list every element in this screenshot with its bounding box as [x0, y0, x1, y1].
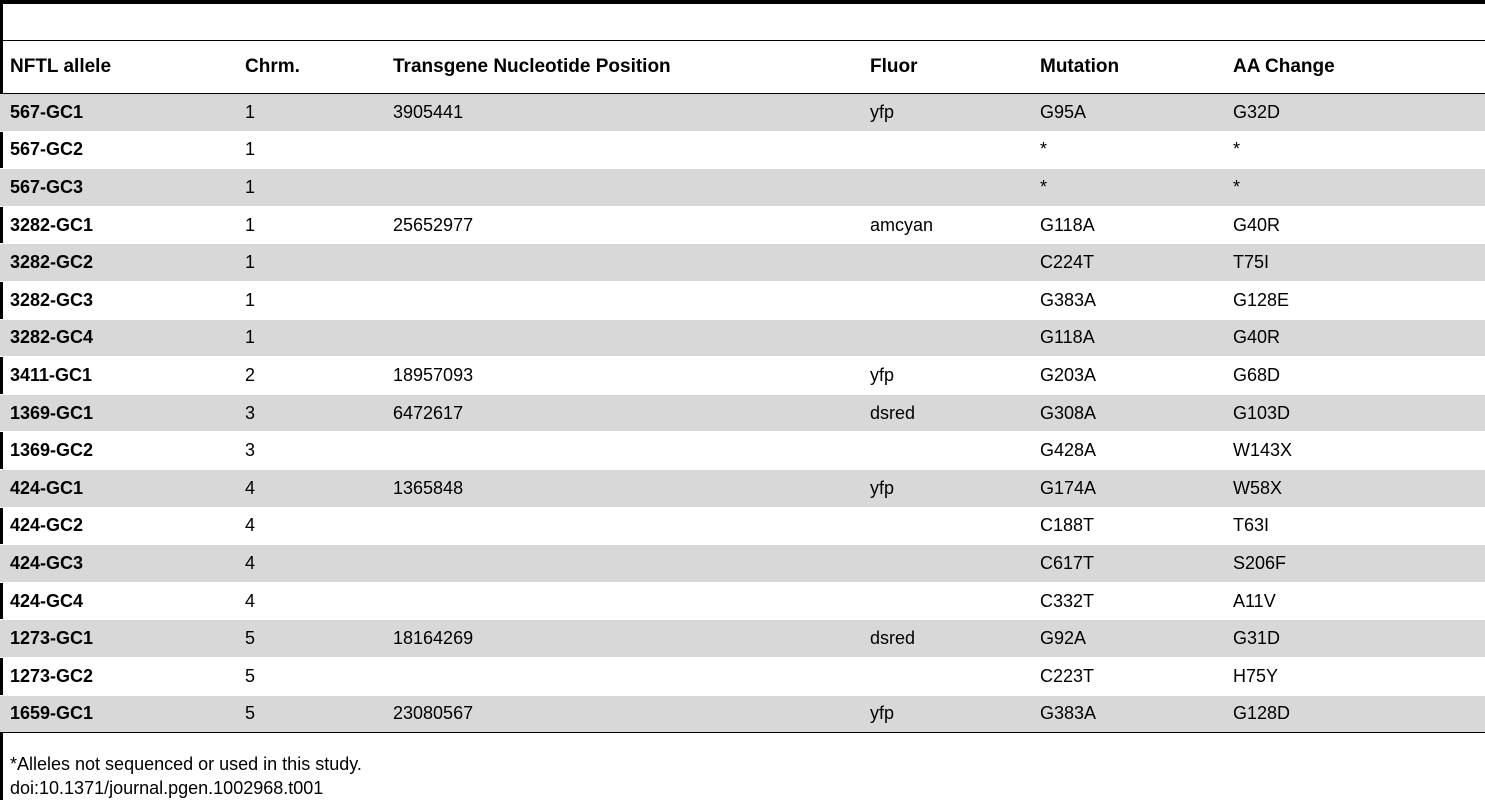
cell-allele: 1273-GC2	[0, 657, 235, 695]
table-container	[0, 40, 1485, 733]
cell-allele: 1369-GC2	[0, 432, 235, 470]
table-row	[0, 94, 1485, 132]
cell-position: 6472617	[383, 394, 860, 432]
cell-position	[383, 507, 860, 545]
table-row	[0, 131, 1485, 169]
cell-aa-change: G103D	[1223, 394, 1485, 432]
cell-mutation: *	[1030, 169, 1223, 207]
cell-position	[383, 169, 860, 207]
cell-mutation: C224T	[1030, 244, 1223, 282]
cell-fluor	[860, 507, 1030, 545]
cell-position	[383, 657, 860, 695]
header-nftl-allele: NFTL allele	[0, 41, 235, 94]
cell-fluor: amcyan	[860, 206, 1030, 244]
footnote-text: *Alleles not sequenced or used in this study.	[10, 754, 362, 774]
table-row	[0, 244, 1485, 282]
cell-fluor	[860, 131, 1030, 169]
cell-chrm: 2	[235, 357, 383, 395]
cell-position: 3905441	[383, 94, 860, 132]
cell-chrm: 4	[235, 507, 383, 545]
cell-aa-change: T63I	[1223, 507, 1485, 545]
cell-mutation: G174A	[1030, 469, 1223, 507]
cell-aa-change: G40R	[1223, 206, 1485, 244]
cell-chrm: 1	[235, 244, 383, 282]
table-row	[0, 582, 1485, 620]
cell-aa-change: G31D	[1223, 620, 1485, 658]
cell-position	[383, 131, 860, 169]
cell-position	[383, 281, 860, 319]
cell-chrm: 1	[235, 206, 383, 244]
cell-position: 18957093	[383, 357, 860, 395]
cell-aa-change: *	[1223, 169, 1485, 207]
table-row	[0, 657, 1485, 695]
cell-allele: 567-GC2	[0, 131, 235, 169]
cell-fluor	[860, 319, 1030, 357]
cell-fluor	[860, 545, 1030, 583]
cell-aa-change: *	[1223, 131, 1485, 169]
cell-allele: 3282-GC3	[0, 281, 235, 319]
cell-chrm: 3	[235, 394, 383, 432]
cell-aa-change: W58X	[1223, 469, 1485, 507]
alleles-table	[0, 40, 1485, 733]
cell-mutation: G383A	[1030, 281, 1223, 319]
table-row	[0, 394, 1485, 432]
cell-fluor	[860, 582, 1030, 620]
cell-allele: 567-GC3	[0, 169, 235, 207]
cell-chrm: 4	[235, 582, 383, 620]
cell-chrm: 3	[235, 432, 383, 470]
cell-fluor	[860, 169, 1030, 207]
cell-fluor: yfp	[860, 695, 1030, 733]
table-row	[0, 206, 1485, 244]
cell-position: 23080567	[383, 695, 860, 733]
cell-chrm: 5	[235, 695, 383, 733]
cell-position	[383, 244, 860, 282]
cell-allele: 3411-GC1	[0, 357, 235, 395]
cell-fluor	[860, 432, 1030, 470]
cell-allele: 424-GC4	[0, 582, 235, 620]
cell-position	[383, 319, 860, 357]
cell-aa-change: G40R	[1223, 319, 1485, 357]
cell-allele: 424-GC1	[0, 469, 235, 507]
doi-text: doi:10.1371/journal.pgen.1002968.t001	[10, 778, 324, 798]
cell-mutation: G428A	[1030, 432, 1223, 470]
cell-mutation: G118A	[1030, 206, 1223, 244]
cell-aa-change: G128D	[1223, 695, 1485, 733]
footnotes	[10, 752, 362, 800]
cell-aa-change: G68D	[1223, 357, 1485, 395]
cell-mutation: G118A	[1030, 319, 1223, 357]
cell-aa-change: A11V	[1223, 582, 1485, 620]
cell-chrm: 5	[235, 657, 383, 695]
table-row	[0, 469, 1485, 507]
cell-mutation: *	[1030, 131, 1223, 169]
cell-fluor: yfp	[860, 357, 1030, 395]
cell-fluor	[860, 281, 1030, 319]
cell-allele: 3282-GC4	[0, 319, 235, 357]
cell-mutation: G383A	[1030, 695, 1223, 733]
cell-allele: 1273-GC1	[0, 620, 235, 658]
cell-allele: 3282-GC1	[0, 206, 235, 244]
cell-allele: 1369-GC1	[0, 394, 235, 432]
cell-fluor: yfp	[860, 469, 1030, 507]
cell-mutation: C223T	[1030, 657, 1223, 695]
header-fluor: Fluor	[860, 41, 1030, 94]
cell-allele: 424-GC2	[0, 507, 235, 545]
header-aa-change: AA Change	[1223, 41, 1485, 94]
table-row	[0, 545, 1485, 583]
cell-position	[383, 432, 860, 470]
table-row	[0, 620, 1485, 658]
cell-aa-change: H75Y	[1223, 657, 1485, 695]
cell-allele: 567-GC1	[0, 94, 235, 132]
cell-chrm: 1	[235, 94, 383, 132]
cell-aa-change: W143X	[1223, 432, 1485, 470]
cell-mutation: G308A	[1030, 394, 1223, 432]
table-body	[0, 94, 1485, 733]
cell-chrm: 1	[235, 319, 383, 357]
cell-mutation: C188T	[1030, 507, 1223, 545]
table-row	[0, 507, 1485, 545]
table-row	[0, 357, 1485, 395]
cell-allele: 424-GC3	[0, 545, 235, 583]
cell-chrm: 4	[235, 469, 383, 507]
top-rule	[0, 0, 1485, 4]
table-header-row	[0, 41, 1485, 94]
cell-allele: 3282-GC2	[0, 244, 235, 282]
table-row	[0, 695, 1485, 733]
table-row	[0, 319, 1485, 357]
header-transgene-position: Transgene Nucleotide Position	[383, 41, 860, 94]
cell-chrm: 4	[235, 545, 383, 583]
cell-position: 25652977	[383, 206, 860, 244]
cell-position	[383, 582, 860, 620]
cell-mutation: C617T	[1030, 545, 1223, 583]
cell-mutation: C332T	[1030, 582, 1223, 620]
table-row	[0, 281, 1485, 319]
cell-fluor: dsred	[860, 394, 1030, 432]
cell-chrm: 5	[235, 620, 383, 658]
cell-chrm: 1	[235, 169, 383, 207]
header-chrm: Chrm.	[235, 41, 383, 94]
header-mutation: Mutation	[1030, 41, 1223, 94]
cell-chrm: 1	[235, 281, 383, 319]
cell-position: 1365848	[383, 469, 860, 507]
cell-mutation: G92A	[1030, 620, 1223, 658]
cell-fluor: dsred	[860, 620, 1030, 658]
cell-position	[383, 545, 860, 583]
cell-allele: 1659-GC1	[0, 695, 235, 733]
cell-fluor: yfp	[860, 94, 1030, 132]
cell-aa-change: T75I	[1223, 244, 1485, 282]
cell-chrm: 1	[235, 131, 383, 169]
cell-mutation: G203A	[1030, 357, 1223, 395]
cell-aa-change: G32D	[1223, 94, 1485, 132]
cell-mutation: G95A	[1030, 94, 1223, 132]
cell-fluor	[860, 657, 1030, 695]
cell-aa-change: G128E	[1223, 281, 1485, 319]
table-row	[0, 169, 1485, 207]
table-row	[0, 432, 1485, 470]
cell-fluor	[860, 244, 1030, 282]
cell-position: 18164269	[383, 620, 860, 658]
cell-aa-change: S206F	[1223, 545, 1485, 583]
